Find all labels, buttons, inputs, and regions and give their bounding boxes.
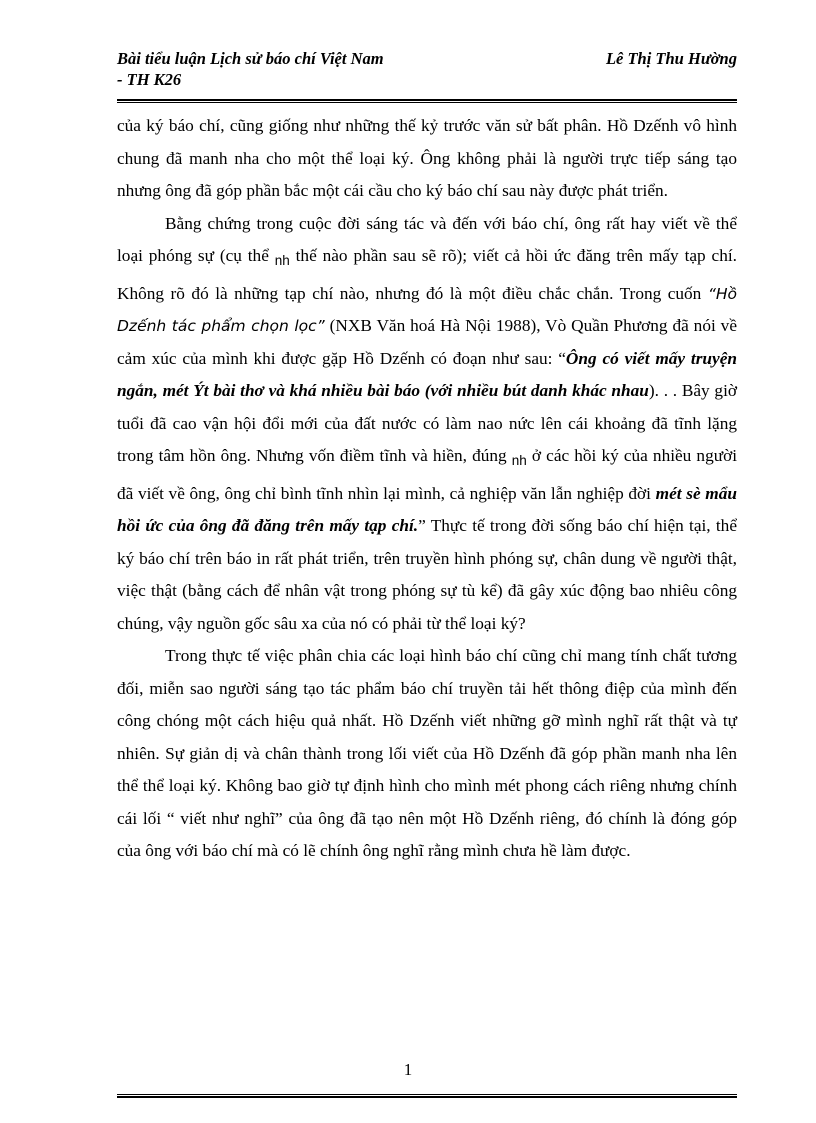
paragraph-2-part-e: ở các hồi ký của nhiều người đã viết về ông, ông chỉ bình tĩnh nhìn lại mình, cả nghiệp văn lẫn nghiệp đời xyxy=(117,446,738,503)
header-title-line1: Bài tiểu luận Lịch sử báo chí Việt Nam xyxy=(117,49,384,68)
quote-2: mét sè mẩu hồi ức của ông đã đăng trên mấy tạp chí. xyxy=(117,483,737,535)
paragraph-2-part-f: ” Thực tế trong đời sống báo chí hiện tại, thể ký báo chí trên báo in rất phát triển, trên truyền hình phóng sự, chân dung về người thật, việc thật (bằng cách để nhân vật trong phóng sự tù kể) đã gây xúc động bao nhiêu công chúng, vậy nguồn gốc sâu xa của nó có phải từ thể loại ký? xyxy=(117,516,737,633)
footer-divider xyxy=(117,1094,737,1098)
paragraph-1: của ký báo chí, cũng giống như những thế kỷ trước văn sử bất phân. Hồ Dzếnh vô hình chung đã manh nha cho một thể loại ký. Ông không phải là người trực tiếp sáng tạo nhưng ông đã góp phần bắc một cái cầu cho ký báo chí sau này được phát triển. xyxy=(117,116,737,200)
quote-1: Ông có viết mấy truyện ngắn, mét Ýt bài thơ và khá nhiều bài báo (với nhiều bút danh khác nhau xyxy=(117,348,737,400)
paragraph-3: Trong thực tế việc phân chia các loại hình báo chí cũng chỉ mang tính chất tương đối, miễn sao người sáng tạo tác phẩm báo chí truyền tải hết thông điệp của mình đến công chóng một cách hiệu quả nhất. Hồ Dzếnh viết những gỡ mình nghĩ rất thật và tự nhiên. Sự giản dị và chân thành trong lối viết của Hồ Dzếnh đã góp phần manh nha lên thể thể loại ký. Không bao giờ tự định hình cho mình mét phong cách riêng nhưng chính cái lối “ viết như nghĩ” của ông đã tạo nên một Hồ Dzếnh riêng, đó chính là đóng góp của ông với báo chí mà có lẽ chính ông nghĩ rằng mình chưa hề làm được. xyxy=(117,646,737,860)
header-author: Lê Thị Thu Hường xyxy=(605,49,737,68)
paragraph-2-part-b: thế nào phần sau sẽ rõ); viết cả hồi ức đăng trên mấy tạp chí. Không rõ đó là những tạp chí nào, nhưng đó là một điều chắc chắn. Trong cuốn xyxy=(117,246,737,303)
header-title xyxy=(117,48,384,90)
book-title: “Hồ Dzếnh tác phẩm chọn lọc” xyxy=(117,284,737,335)
paragraph-2-nh-2: nh xyxy=(511,453,527,468)
header-title-line2: - TH K26 xyxy=(117,70,182,89)
header-divider xyxy=(117,99,737,103)
paragraph-2-part-a: Bằng chứng trong cuộc đời sáng tác và đến với báo chí, ông rất hay viết về thể loại phóng sự (cụ thể xyxy=(117,213,737,265)
paragraph-2-part-c: (NXB Văn hoá Hà Nội 1988), Vò Quần Phương đã nói về cảm xúc của mình khi được gặp Hồ Dzếnh có đoạn như sau: “ xyxy=(117,316,737,368)
document-body xyxy=(117,110,737,868)
page-number: 1 xyxy=(403,1060,413,1079)
page-header xyxy=(117,48,737,98)
paragraph-2 xyxy=(117,208,737,641)
paragraph-2-part-d: ). . . Bây giờ tuổi đã cao vận hội đổi mới của đất nước có làm nao nức lên cái khoảng đã tĩnh lặng trong tâm hồn ông. Nhưng vốn điềm tĩnh và hiền, đúng xyxy=(117,381,738,465)
paragraph-2-nh-1: nh xyxy=(274,253,290,268)
